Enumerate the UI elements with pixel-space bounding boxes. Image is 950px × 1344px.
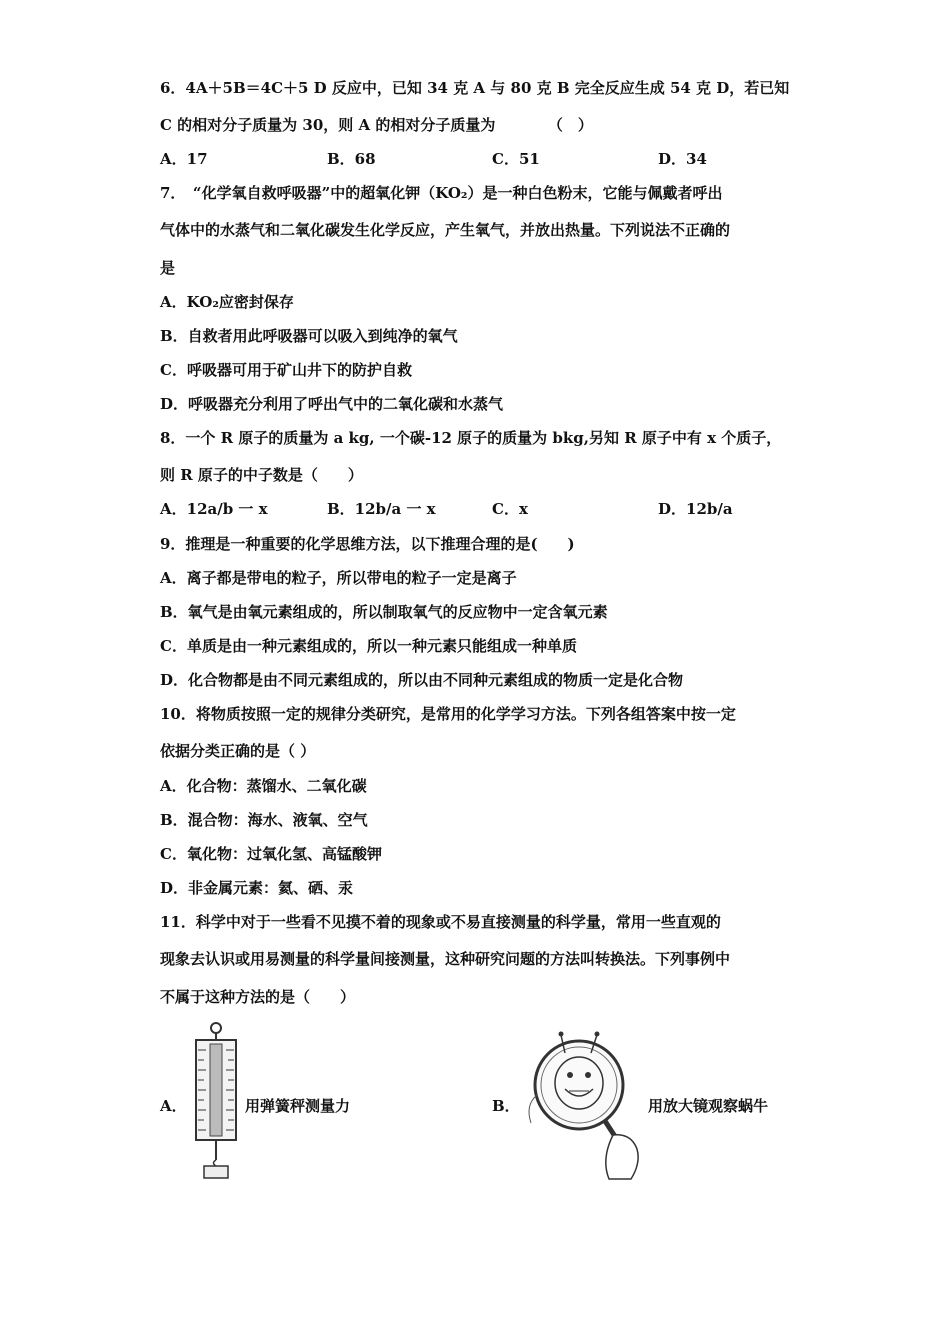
q9-option-b: B．氧气是由氧元素组成的，所以制取氧气的反应物中一定含氧元素 — [160, 603, 608, 621]
q10-option-b: B．混合物：海水、液氧、空气 — [160, 811, 368, 829]
q10-option-d: D．非金属元素：氦、硒、汞 — [160, 879, 354, 897]
q11-option-a-text: 用弹簧秤测量力 — [245, 1097, 351, 1115]
q9-line1: 9．推理是一种重要的化学思维方法，以下推理合理的是( ) — [160, 535, 575, 553]
q6-line1: 6．4A＋5B＝4C＋5 D 反应中，已知 34 克 A 与 80 克 B 完全反应生成 54 克 D，若已知 — [160, 79, 790, 97]
q10-option-c: C．氧化物：过氧化氢、高锰酸钾 — [160, 845, 382, 863]
q7-option-d: D．呼吸器充分利用了呼出气中的二氧化碳和水蒸气 — [160, 395, 504, 413]
q11-option-b-letter: B． — [492, 1097, 520, 1115]
q6-option-b: B．68 — [327, 150, 376, 168]
q8-line1: 8．一个 R 原子的质量为 a kg, 一个碳-12 原子的质量为 bkg,另知 R 原子中有 x 个质子， — [160, 429, 782, 447]
q11-option-b-text: 用放大镜观察蜗牛 — [648, 1097, 769, 1115]
magnifier-snail-figure — [517, 1025, 647, 1185]
q8-option-a: A．12a/b 一 x — [160, 500, 268, 518]
q6-option-c: C．51 — [492, 150, 540, 168]
q8-option-d: D．12b/a — [658, 500, 733, 518]
q9-option-a: A．离子都是带电的粒子，所以带电的粒子一定是离子 — [160, 569, 517, 587]
q9-option-c: C．单质是由一种元素组成的，所以一种元素只能组成一种单质 — [160, 637, 577, 655]
q11-line1: 11．科学中对于一些看不见摸不着的现象或不易直接测量的科学量，常用一些直观的 — [160, 913, 721, 931]
q8-option-b: B．12b/a 一 x — [327, 500, 436, 518]
q8-option-c: C．x — [492, 500, 528, 518]
q7-option-c: C．呼吸器可用于矿山井下的防护自救 — [160, 361, 412, 379]
q7-option-b: B．自救者用此呼吸器可以吸入到纯净的氧气 — [160, 327, 458, 345]
q10-line2: 依据分类正确的是（ ） — [160, 742, 316, 760]
q7-option-a: A．KO₂应密封保存 — [160, 293, 294, 311]
q7-line1: 7． “化学氧自救呼吸器”中的超氧化钾（KO₂）是一种白色粉末，它能与佩戴者呼出 — [160, 184, 723, 202]
q7-line3: 是 — [160, 259, 176, 277]
q6-option-d: D．34 — [658, 150, 707, 168]
q10-line1: 10．将物质按照一定的规律分类研究，是常用的化学学习方法。下列各组答案中按一定 — [160, 705, 736, 723]
q11-line3: 不属于这种方法的是（ ） — [160, 988, 356, 1006]
q11-line2: 现象去认识或用易测量的科学量间接测量，这种研究问题的方法叫转换法。下列事例中 — [160, 950, 731, 968]
q7-line2: 气体中的水蒸气和二氧化碳发生化学反应，产生氧气，并放出热量。下列说法不正确的 — [160, 221, 731, 239]
q8-line2: 则 R 原子的中子数是（ ） — [160, 466, 363, 484]
q6-line2: C 的相对分子质量为 30，则 A 的相对分子质量为 （ ） — [160, 116, 593, 134]
q9-option-d: D．化合物都是由不同元素组成的，所以由不同种元素组成的物质一定是化合物 — [160, 671, 684, 689]
q11-option-a-letter: A． — [160, 1097, 187, 1115]
spring-scale-figure — [186, 1020, 242, 1180]
q10-option-a: A．化合物：蒸馏水、二氧化碳 — [160, 777, 367, 795]
q6-option-a: A．17 — [160, 150, 208, 168]
